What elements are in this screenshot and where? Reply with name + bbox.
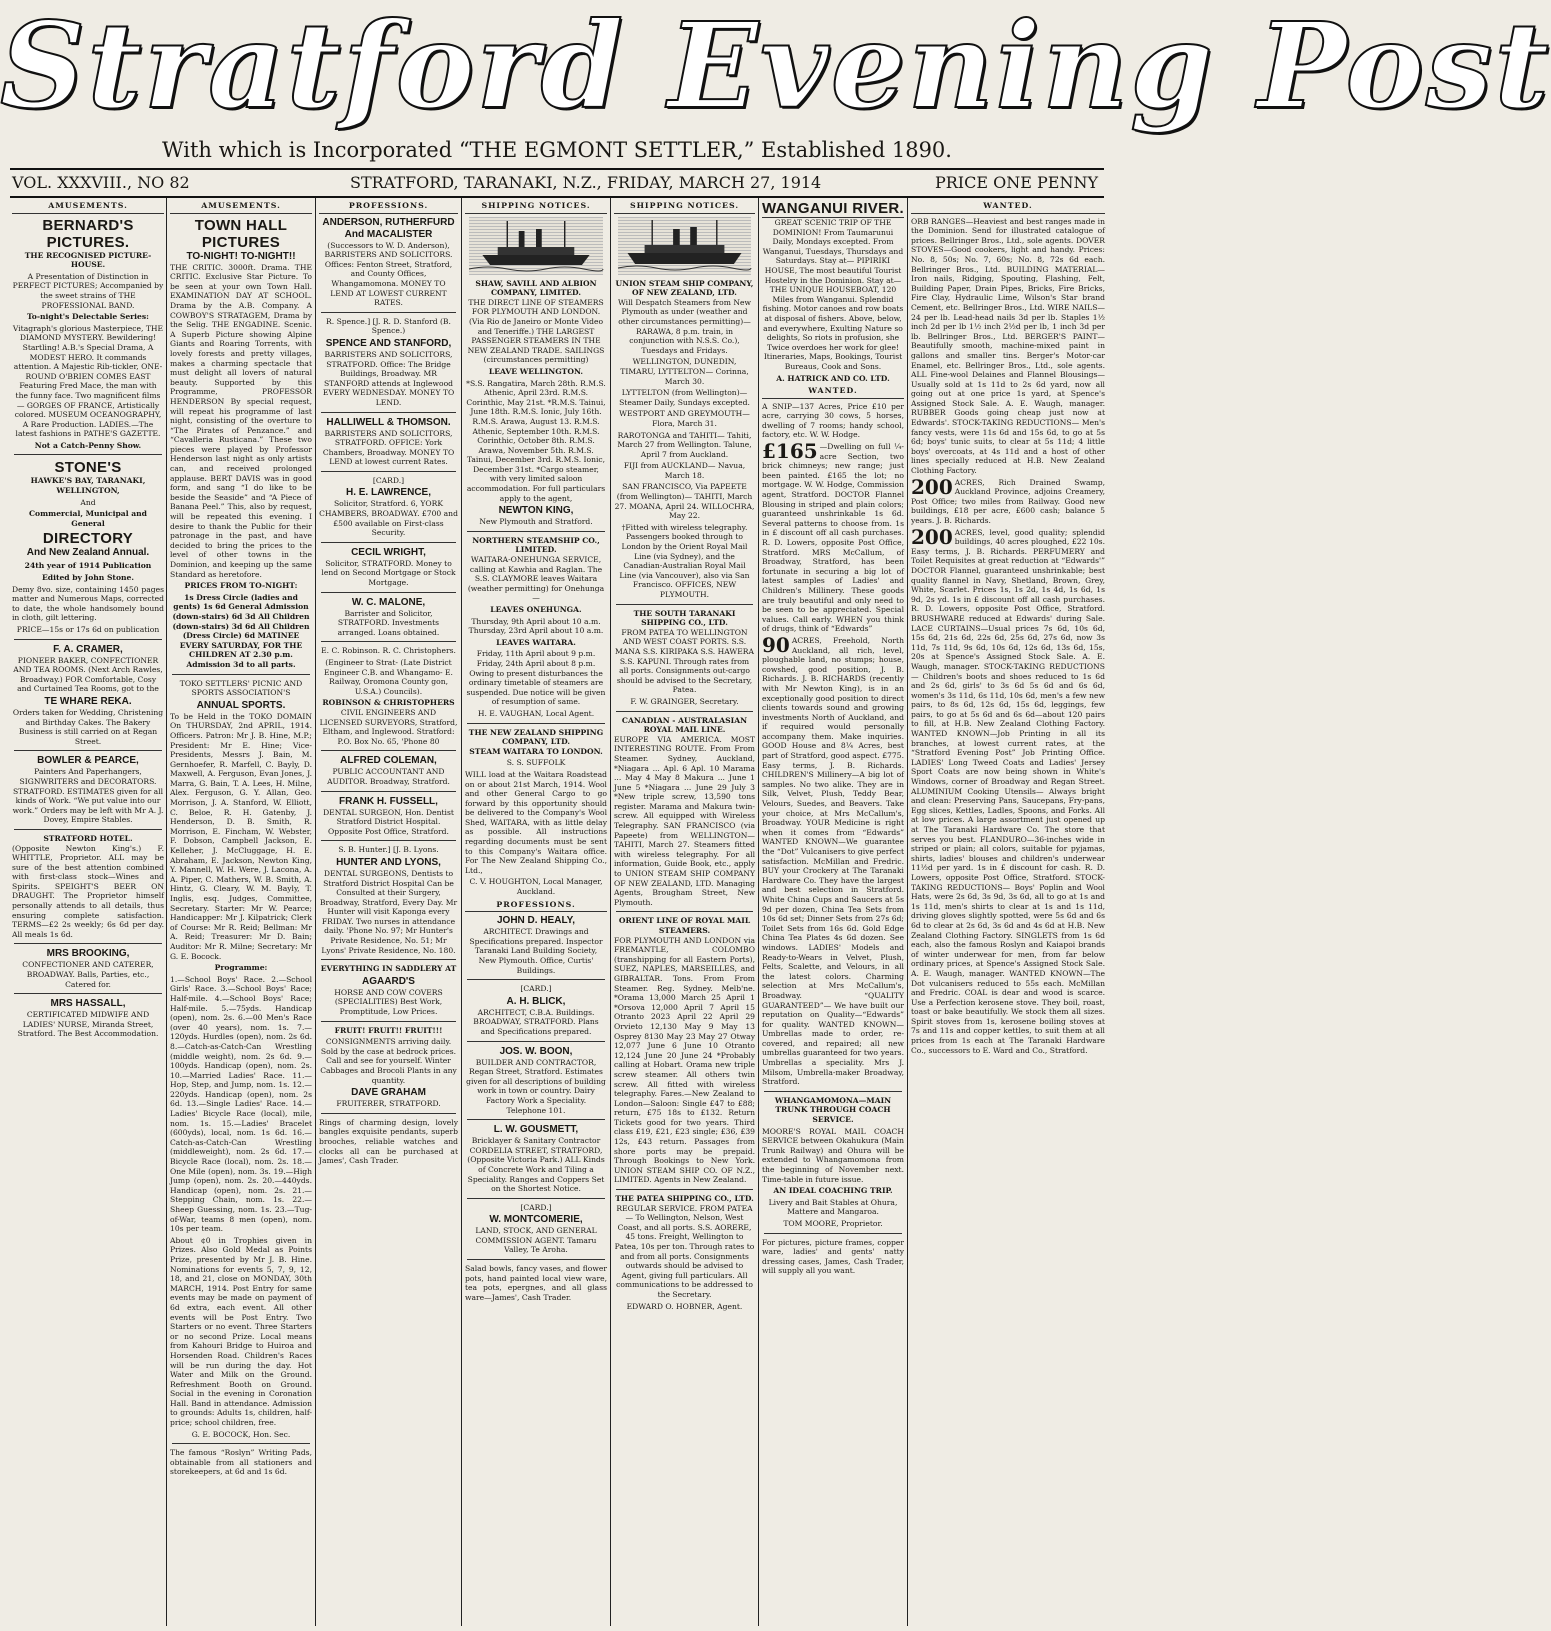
ad-subtitle: EVERYTHING IN SADDLERY AT <box>320 964 457 974</box>
divider <box>467 1119 605 1120</box>
ad-subheading: WHANGAMOMONA—MAIN TRUNK THROUGH COACH SERVICE. <box>774 1095 892 1125</box>
card-label: [CARD.] <box>372 475 405 485</box>
ad-title-spence: SPENCE AND STANFORD, <box>325 337 452 349</box>
divider <box>321 471 456 472</box>
ad-body: Will Despatch Steamers from New Plymouth as under (weather and other circumstances permitting)— RARAWA, 8 p.m. train, in conjunction with N.S.S. Co.), Tuesdays and Fridays. <box>617 297 752 355</box>
ad-body: To be Held in the TOKO DOMAIN On THURSDAY, 2nd APRIL, 1914. Officers. Patron: Mr J. B. Hine, M.P.; President: Mr E. Hine; Vice-Presidents, Messrs J. Bain, M. Gernhoefer, R. Marfell, C. Bayly, D. Maxwell, A. Ferguson, Evan Jones, J. Marra, G. Bain, T. A. Lees, H. Milne, Alex. Ferguson, G. Y. Allan, Geo. Morrison, J. A. Stanford, W. Elliott, C. Beloe, R. H. Gatenby, J. Henderson, D. B. Smith, R. Morrison, E. Fincham, W. Webster, F. Dobson, Campbell Jackson, E. Kelleher, J. McCluggage, H. E. Abraham, E. Jackson, Newton King, Y. Mannell, W. H. Were, J. Lacona, A. A. Piper, C. Mathers, W. B. Smith, A. Hintz, G. Cleary, W. M. Bayly, T. Inglis, esq. Judges, Committee, Secretary. Starter: Mr W. Pearce; Handicapper: Mr J. Kilpatrick; Clerk of Course: Mr R. Reid; Bellman: Mr A. Reid; Treasurer: Mr D. Bain; Auditor: Mr R. Milne; Secretary: Mr G. E. Bocock. <box>170 711 312 961</box>
divider <box>321 840 456 841</box>
divider <box>467 723 605 724</box>
divider <box>467 979 605 980</box>
ad-body: LAND, STOCK, AND GENERAL COMMISSION AGENT. Tamaru Valley, Te Aroha. <box>475 1226 597 1255</box>
ad-body: THE CRITIC. 3000ft. Drama. THE CRITIC. Exclusive Star Picture. To be seen at your own Town Hall. EXAMINATION DAY AT SCHOOL. Drama by the A.B. Company. A COWBOY'S STRATAGEM, Drama by the Selig. THE ENGADINE. Scenic. A Superb Picture showing Alpine Giants and Roaring Torrents, with lovely forests and pretty villages, makes a charming spectacle that must delight all lovers of natural beauty. Supported by this Programme, PROFESSOR HENDERSON By special request, will repeat his programme of last night, consisting of the overture to “The Pirates of Penzance.” and “Cavalleria Rusticana.” These two pieces were played by Professor Henderson last night as only artists can, and received prolonged applause. BERT DAVIS was in good form, and sang “I do like to be beside the Seaside” and “A Piece of Banana Peel.” This, also by request, will be repeated this evening. I desire to thank the Public for their patronage in the past, and have decided to bring the prices to the level of other towns in the Dominion, and keeping up the same Standard as heretofore. <box>170 262 312 579</box>
ad-partners: S. B. Hunter.] [J. B. Lyons. <box>338 845 439 855</box>
ad-signature: F. W. GRAINGER, Secretary. <box>630 696 739 706</box>
divider <box>14 829 162 830</box>
ad-body: (Successors to W. D. Anderson), BARRISTERS AND SOLICITORS. Offices: Fenton Street, Stratford, and County Offices, Whangamomona. MONEY TO LEND AT LOWEST CURRENT RATES. <box>324 240 453 308</box>
divider <box>321 791 456 792</box>
column-rule <box>315 198 316 1626</box>
ad-body: Demy 8vo. size, containing 1450 pages matter and Numerous Maps, corrected to date, the whole handsomely bound in cloth, gilt lettering. <box>12 584 164 623</box>
ad-title-hotel: STRATFORD HOTEL. <box>43 833 133 843</box>
ad-year: 24th year of 1914 Publication <box>24 561 152 571</box>
ad-title-south-taranaki: THE SOUTH TARANAKI SHIPPING CO., LTD. <box>633 608 736 628</box>
ad-title-anderson: ANDERSON, RUTHERFURD And MACALISTER <box>322 216 455 240</box>
ad-route: FIJI from AUCKLAND— Navua, March 18. <box>623 461 746 480</box>
ad-title-agaard: AGAARD'S <box>362 975 415 987</box>
ad-title-wright: CECIL WRIGHT, <box>351 546 426 558</box>
ad-body: ORB RANGES—Heaviest and best ranges made in the Dominion. Send for illustrated catalogue of prices. Bellringer Bros., Ltd., sole agents. DOVER STOVES—Good cookers, light and handy. Prices: No. 8, 50s; No. 7, 60s; No. 8, 72s 6d each. Bellringer Bros., Ltd. BUILDING MATERIAL—Iron nails, Ridging, Spouting, Flashing, Felt, Building Paper, Drain Pipes, Bricks, Fire Bricks, Fire Clay, Hydraulic Lime, Wilson's Star brand Cement, etc. Bellringer Bros., Ltd. WIRE NAILS—24 per lb. Lead-head nails 3d per lb. Staples 1½ inch 2d per lb 1½ inch 2½d per lb, 1 inch 3d per lb. Bellringer Bros., Ltd. BERGER'S PAINT—Beautifully smooth, machine-mixed paint in gallons and smaller tins. Berger's Motor-car Enamel, etc. Bellringer Bros., Ltd., sole agents. ALL Fine-wool Delaines and Flannel Blousings—Usually sold at 1s 11d to 2s 6d yard, now all going out at one price 1s yard, at Spence's Assigned Stock Sale. A. E. Waugh, manager. RUBBER Goods going cheap just now at Edwards'. STOCK-TAKING REDUCTIONS— Men's fancy vests, were 11s 6d and 15s 6d, to go at 5s 6d; boys' tunic suits, to clear at 5s 11d; 4 little boys' overcoats, at 4s 11d and a host of other lines specially reduced at H.B. New Zealand Clothing Factory. <box>911 216 1105 476</box>
ad-partners-detail: (Engineer to Strat- (Late District Engineer C.B. and Whangamo- E. Railway, Oromona County gon, U.S.A.) Councils). <box>324 658 453 696</box>
ad-title-malone: W. C. MALONE, <box>351 596 426 608</box>
ad-editor: Edited by John Stone. <box>41 573 135 583</box>
ad-body: REGULAR SERVICE. FROM PATEA— To Wellington, Nelson, West Coast, and all ports. S.S. AORERE, 45 tons. Freight, Wellington to Patea, 10s per ton. Through rates to and from all ports. Consignments outwards should be advised to Agent, giving full particulars. All communications to be addressed to the Secretary. <box>614 1203 755 1299</box>
ad-route: LYTTELTON (from Wellington)— Steamer Daily, Sundays excepted. <box>619 388 750 407</box>
ad-body: Rings of charming design, lovely bangles exquisite pendants, superb brooches, reliable watches and clocks all can be purchased at James', Cash Trader. <box>319 1117 458 1166</box>
ad-title-brooking: MRS BROOKING, <box>46 948 130 960</box>
ad-body: Thursday, 9th April about 10 a.m. Thursday, 23rd April about 10 a.m. <box>468 616 604 636</box>
ad-programme-heading: Programme: <box>214 963 268 973</box>
ad-title-healy: JOHN D. HEALY, <box>497 915 575 927</box>
ad-body: Livery and Bait Stables at Ohura, Mattere and Mangaroa. <box>768 1197 898 1217</box>
section-heading: AMUSEMENTS. <box>12 200 164 214</box>
ad-body <box>762 439 904 634</box>
ad-signature: TOM MOORE, Proprietor. <box>783 1218 883 1228</box>
ad-title-graham: DAVE GRAHAM <box>351 1087 426 1099</box>
ad-title-canadian: CANADIAN - AUSTRALASIAN ROYAL MAIL LINE. <box>621 715 748 735</box>
section-heading: WANTED. <box>762 385 904 399</box>
ad-agent: NEWTON KING, <box>498 505 574 517</box>
ad-title-blick: A. H. BLICK, <box>506 995 566 1007</box>
ad-acres-large: 200 <box>911 474 953 499</box>
place-date: STRATFORD, TARANAKI, N.Z., FRIDAY, MARCH 27, 1914 <box>350 173 822 192</box>
divider <box>467 1198 605 1199</box>
ad-text: ACRES, Freehold, North Auckland, all rich, level, ploughable land, no stumps; house, cowshed, good position, J. B. Richards. J. B. RICHARDS (recently with Mr Newton King), is in an exceptionally good position to direct clients towards sound and growing investments North of Auckland, and if required would personally accompany them. Make inquiries. GOOD House and 8¼ Acres, best part of Stratford, good aspect. £775. Easy terms, J. B. Richards. CHILDREN'S Millinery—A big lot of samples. No two alike. They are in Silk, Velvet, Plush, Teddy Bear, Velours, Suedes, and Beavers. Take your choice, at Mrs McCallum's, Broadway. YOUR Medicine is right when it comes from “Edwards” WANTED KNOWN—We guarantee the “Dot” Vulcanisers to give perfect satisfaction. McMillan and Fredric. BUY your Crockery at The Taranaki Hardware Co. They have the largest and best selection in Stratford. White China Cups and Saucers at 5s 9d per dozen, China Tea Sets from 10s 6d set; Dinner Sets from 27s 6d; Toilet Sets from 16s 6d. Gold Edge China Tea Plates 4s 6d dozen. See windows. LADIES' Models and Ready-to-Wears in Velvet, Plush, Felts, Scalette, and Velours, in all the latest colors. Charming selection at Mrs McCallum's, Broadway. “QUALITY GUARANTEED”— We have built our reputation on Quality—“Edwards” for quality. WANTED KNOWN—Umbrellas made to order, re-covered, and repaired; all new umbrellas guaranteed for two years. Umbrellas a speciality. Mrs J. Milsom, Umbrella-maker Broadway, Stratford. <box>762 635 904 1087</box>
ad-text: ACRES, Rich Drained Swamp, Auckland Province, adjoins Creamery, Post Office; two miles from Railway. Good new buildings, £18 per acre, £600 cash; balance 5 years. J. B. Richards. <box>911 477 1105 525</box>
ad-body: New Plymouth and Stratford. <box>479 517 593 527</box>
ad-acres-large: 200 <box>911 524 953 549</box>
divider <box>321 312 456 313</box>
ad-body: DENTAL SURGEON, Hon. Dentist Stratford District Hospital. Opposite Post Office, Stratford. <box>323 807 454 836</box>
ad-body: A SNIP—137 Acres, Price £10 per acre, carrying 30 cows, 5 horses, dwelling of 7 rooms; handy school, factory, etc. W. W. Hodge. <box>762 401 904 440</box>
ad-body: The famous “Roslyn” Writing Pads, obtainable from all stationers and storekeepers, at 6d and 1s 6d. <box>170 1448 312 1477</box>
ad-body: *S.S. Rangatira, March 28th. R.M.S. Athenic, April 23rd. R.M.S. Corinthic, May 21st. *R.M.S. Tainui, June 18th. R.M.S. Ionic, July 16th. R.M.S. Arawa, August 13. R.M.S. Athenic, September 10th. R.M.S. Corinthic, October 8th. R.M.S. Arawa, November 5th. R.M.S. Tainui, December 3rd. R.M.S. Ionic, December 31st. *Cargo steamer, with very limited saloon accommodation. For full particulars apply to the agent, <box>466 378 606 503</box>
divider <box>764 1233 902 1234</box>
ad-body: Barrister and Solicitor, STRATFORD. Investments arranged. Loans obtained. <box>337 608 440 637</box>
ad-subheading: AN IDEAL COACHING TRIP. <box>773 1186 893 1196</box>
ad-subheading: S. S. SUFFOLK <box>506 758 566 768</box>
ad-title-coleman: ALFRED COLEMAN, <box>340 755 437 767</box>
ad-signature: EDWARD O. HOBNER, Agent. <box>626 1301 743 1311</box>
column-amusements-2 <box>170 200 312 1625</box>
ad-body: MOORE'S ROYAL MAIL COACH SERVICE between Okahukura (Main Trunk Railway) and Ohura will be extended to Whangamomona from the beginning of November next. Time-table in future issue. <box>762 1126 904 1184</box>
ad-price-large: £165 <box>762 439 818 464</box>
ad-tagline: Not a Catch-Penny Show. <box>34 440 142 450</box>
divider <box>616 604 753 605</box>
divider <box>764 1091 902 1092</box>
column-rule <box>758 198 759 1626</box>
ad-subheading: STEAM WAITARA TO LONDON. <box>469 746 603 756</box>
column-rule <box>166 198 167 1626</box>
ad-body: GREAT SCENIC TRIP OF THE DOMINION! From Taumarunui Daily, Mondays excepted. From Wanganui, Tuesdays, Thursdays and Saturdays. Stay at— PIPIRIKI HOUSE, The most beautiful Tourist Hostelry in the Dominion. Stay at— THE UNIQUE HOUSEBOAT, 120 Miles from Wanganui. Splendid fishing. Motor canoes and row boats at disposal of fishers. Above, below, and everywhere, Exulting Nature so delights, So riots in profusion, she Twice overdoes her work for glee! Itineraries, Maps, Bookings, Tourist Bureaus, Cook and Sons. <box>762 218 904 371</box>
divider <box>467 1259 605 1260</box>
ad-prices: 1s Dress Circle (ladies and gents) 1s 6d General Admission (down-stairs) 6d 3d All Children (down-stairs) 3d 6d All Children (Dress Circle) 6d MATINEE EVERY SATURDAY, FOR THE CHILDREN AT 2.30 p.m. Admission 3d to all parts. <box>172 592 310 669</box>
ad-prices-heading: PRICES FROM TO-NIGHT: <box>184 581 298 591</box>
column-wanganui-wanted <box>762 200 904 1625</box>
masthead-title: Stratford Evening Post <box>0 0 1551 135</box>
ad-title-montcomerie: W. MONTCOMERIE, <box>489 1214 583 1226</box>
divider <box>616 1189 753 1190</box>
ad-price: PRICE—15s or 17s 6d on publication <box>16 625 160 634</box>
ad-body <box>762 632 904 1087</box>
ad-body: Friday, 11th April about 9 p.m. Friday, 24th April about 8 p.m. Owing to present disturbances the ordinary timetable of steamers are suspended. Due notice will be given of resumption of same. <box>466 649 606 707</box>
ad-title-bernards: BERNARD'S PICTURES. <box>42 216 134 251</box>
ad-body: FOR PLYMOUTH AND LONDON via FREMANTLE, COLOMBO (transhipping for all Eastern Ports), SUEZ, NAPLES, MARSEILLES, and GIBRALTAR. Tons. From From Steamer. Reg. Sydney. Melb'ne. *Orama 13,000 March 25 April 1 *Orsova 12,000 April 7 April 15 Otranto 2023 April 22 April 29 Orvieto 12,130 May 9 May 13 Osprey 8130 May 23 May 27 Otway 12,077 June 6 June 10 Otranto 12,124 June 20 June 24 *Probably calling at Hobart. Orama new triple screw steamer. All others twin screw. All fitted with wireless telegraphy. Fares.—New Zealand to London—Saloon: Single £47 to £88; return, £75 18s to £132. Return Tickets good for two years. Third class £19, £21, £23 single; £36, £39 12s, £43 return. Passages from shore ports may be prepaid. Through Bookings to New York. UNION STEAM SHIP CO. OF N.Z., LIMITED. Agents in New Zealand. <box>614 935 755 1185</box>
ad-programme: 1.—School Boys' Race. 2.—School Girls' Race. 3.—School Boys' Race; Half-mile. 4.—School Boys' Race; Half-mile. 5.—75yds. Handicap (open), nom. 2s. 6.—00 Men's Race (over 40 years), nom. 1s. 7.—120yds. Hurdles (open), nom. 2s 6d. 8.—Catch-as-Catch-Can Wrestling (middle weight), nom. 2s 6d. 9.—100yds. Handicap (open), nom. 2s. 10.—Married Ladies' Race. 11.—Hop, Step, and Jump, nom. 1s. 12.—220yds. Handicap (open), nom. 2s 6d. 13.—Single Ladies' Race. 14.—Ladies' Bicycle Race (local), mile, nom. 1s. 15.—Ladies' Bracelet (600yds), local, nom. 1s 6d. 16.—Catch-as-Catch-Can Wrestling (middleweight), nom. 2s 6d. 17.—Bicycle Race (local), nom. 2s. 18.—One Mile (open), nom. 3s. 19.—High Jump (open), nom. 2s. 20.—440yds. Handicap (open), nom. 2s. 21.—Stepping Chain, nom. 1s. 22.—Sheep Guessing, nom. 1s. 23.—Tug-of-War, teams 8 men (open), nom. 10s per team. <box>170 974 312 1234</box>
divider <box>14 750 162 751</box>
ad-body: Painters And Paperhangers, SIGNWRITERS and DECORATORS. STRATFORD. ESTIMATES given for all kinds of Work. “We put value into our work.” Orders may be left with Mr A. J. Dovey, Empire Stables. <box>12 767 164 825</box>
ad-title-town-hall: TOWN HALL PICTURES <box>194 216 288 251</box>
ad-title-halliwell: HALLIWELL & THOMSON. <box>326 416 451 428</box>
ad-body <box>911 524 1105 1056</box>
divider <box>321 1021 456 1022</box>
ad-subheading: LEAVE WELLINGTON. <box>488 366 584 376</box>
ad-body: Solicitor, STRATFORD. Money to lend on Second Mortgage or Stock Mortgage. <box>321 558 456 588</box>
ad-body: CONFECTIONER AND CATERER, BROADWAY. Balls, Parties, etc., Catered for. <box>22 960 154 989</box>
section-heading: PROFESSIONS. <box>465 899 607 913</box>
ad-route: RAROTONGA and TAHITI— Tahiti, March 27 from Wellington. Talune, April 7 from Auckland. <box>617 430 752 459</box>
masthead-subtitle: With which is Incorporated “THE EGMONT SETTLER,” Established 1890. <box>162 138 952 162</box>
ad-subtitle: FRUIT! FRUIT!! FRUIT!!! <box>334 1025 443 1035</box>
divider <box>321 1113 456 1114</box>
column-professions <box>319 200 458 1625</box>
ad-title-directory: DIRECTORY <box>42 530 134 548</box>
ad-title-nz-shipping: THE NEW ZEALAND SHIPPING COMPANY, LTD. <box>468 727 604 747</box>
ad-body: PUBLIC ACCOUNTANT AND AUDITOR. Broadway, Stratford. <box>327 767 450 786</box>
ad-signature: C. V. HOUGHTON, Local Manager, Auckland. <box>469 877 603 897</box>
ad-title-cramer: F. A. CRAMER, <box>53 643 123 655</box>
column-wanted <box>911 200 1105 1625</box>
ad-text: ACRES, level, good quality; splendid buildings, 40 acres ploughed, £22 10s. Easy terms, J. B. Richards. PERFUMERY and Toilet Requisites at great reduction at “Edwards'” DOCTOR Flannel, guaranteed unshrinkable; best quality flannel in Navy, Shetland, Brown, Grey, White, Scarlet. Prices 1s, 1s 2d, 1s 4d, 1s 6d, 1s 9d, 2s yd. 1s in £ discount off all cash purchases. R. D. Lowers, opposite Post Office, Stratford. BRUSHWARE reduced at Edwards' during Sale. LACE CURTAINS—Usual prices 7s 6d, 10s 6d, 15s 6d, 21s 6d, 22s 6d, 25s 6d, 27s 6d, now 3s 11d, 7s 11d, 9s 6d, 10s 6d, 12s 6d, 13s 6d, 15s, 20s at Spence's Assigned Stock Sale. A. E. Waugh, manager. STOCK-TAKING REDUCTIONS— Children's boots and shoes reduced to 1s 6d and 2s 6d, girls' to 3s 6d 5s 6d and 6s 6d, women's 3s 11d, 6s 11d, 10s 6d, men's a few new pairs, to 8s 6d, 12s 6d, 15s 6d, leggings, few pairs, to go at 5s 6d and 6s 6d—about 120 pairs to fill, at H.B. New Zealand Clothing Factory. WANTED KNOWN—Job Printing in all its branches, at lowest current rates, at the “Stratford Evening Post” Job Printing Office. LADIES' Long Tweed Coats and Ladies' Jersey Sport Coats are now being shown in White's Windows, corner of Broadway and Regan Street. ALUMINIUM Cooking Utensils— Always bright and clean: Preserving Pans, Saucepans, Fry-pans, Egg slices, Kettles, Ladles, Spoons, and Forks. All at low prices. A large assortment just opened up at The Taranaki Hardware Co. The store that serves you best. FLANDURO—36-inches wide in striped or plain; all colors, suitable for pyjamas, shirts, ladies' blouses and children's underwear 11½d per yard. 1s in £ discount for cash. R. D. Lowers, opposite Post Office, Stratford. STOCK-TAKING REDUCTIONS— Boys' Poplin and Wool Hats, were 2s 6d, 3s 9d, 3s 6d, all to go at 1s and 1s 11d, men's shirts to clear at 1s and 1s 11d, driving gloves slightly spotted, were 5s 6d and 6s 6d to clear at 2s 6d, 3s 6d and 4s 6d at H.B. New Zealand Clothing Factory. SINGLETS from 1s 6d each, also the famous Roslyn and Kaiapoi brands of winter underwear for men, from far below ordinary prices, at Spence's Assigned Stock Sale. A. E. Waugh, manager. WANTED KNOWN—The Dot vulcanisers reduced to 55s each. McMillan and Fredric. COAL is dear and wood is scarce. Use a Perfection kerosene stove. They boil, roast, toast or bake beautifully. We stock them all sizes. Spirit stoves from 1s, kerosene boiling stoves at 7s and 11s and copper kettles, to suit them at all prices from 1s each at The Taranaki Hardware Co., successors to E. Ward and Co., Stratford. <box>911 527 1105 1055</box>
divider <box>321 542 456 543</box>
ad-title-hassall: MRS HASSALL, <box>50 998 126 1010</box>
ad-title-robinson: ROBINSON & CHRISTOPHERS <box>322 698 455 708</box>
divider <box>321 959 456 960</box>
ad-title-union-steam: UNION STEAM SHIP COMPANY, OF NEW ZEALAND, LTD. <box>615 278 754 298</box>
ad-body: For pictures, picture frames, copper ware, ladies' and gents' natty dressing cases, James, Cash Trader, will supply all you want. <box>762 1237 904 1276</box>
ad-route: WELLINGTON, DUNEDIN, TIMARU, LYTTELTON— Corinna, March 30. <box>620 357 749 386</box>
masthead <box>0 0 1551 162</box>
ad-partners: R. Spence.] [J. R. D. Stanford (B. Spence.) <box>326 316 451 336</box>
section-heading: SHIPPING NOTICES. <box>465 200 607 214</box>
ad-body: FROM PATEA TO WELLINGTON AND WEST COAST PORTS. S.S. MANA S.S. KIRIPAKA S.S. HAWERA S.S. KAPUNI. Through rates from all ports. Consignments out-cargo should be advised to the Secretary, Patea. <box>615 627 754 695</box>
ad-body <box>911 474 1105 526</box>
ad-title-stones: STONE'S <box>54 459 122 477</box>
ad-body: ARCHITECT, C.B.A. Buildings. BROADWAY, STRATFORD. Plans and Specifications prepared. <box>473 1007 599 1036</box>
divider <box>467 1041 605 1042</box>
divider <box>14 639 162 640</box>
ad-signature: H. E. VAUGHAN, Local Agent. <box>477 708 595 718</box>
section-heading: AMUSEMENTS. <box>170 200 312 214</box>
ad-partners: E. C. Robinson. R. C. Christophers. <box>321 646 456 656</box>
ad-body: CIVIL ENGINEERS AND LICENSED SURVEYORS, Stratford, Eltham, and Inglewood. Stratford: P.O. Box No. 65, 'Phone 80 <box>319 707 458 746</box>
ad-title-bowler-pearce: BOWLER & PEARCE, <box>37 755 139 767</box>
dateline <box>10 168 1104 198</box>
ad-title-wanganui-river: WANGANUI RIVER. <box>762 200 905 217</box>
ad-subtitle: HAWKE'S BAY, TARANAKI, WELLINGTON, <box>30 476 146 496</box>
ad-title-fussell: FRANK H. FUSSELL, <box>339 795 438 807</box>
ad-signature: A. HATRICK AND CO. LTD. <box>776 373 890 383</box>
column-rule <box>610 198 611 1626</box>
column-rule <box>907 198 908 1626</box>
divider <box>321 750 456 751</box>
ad-body: (Opposite Newton King's.) F. WHITTLE, Proprietor. ALL may be sure of the best attention combined with first-class stock—Wines and Spirits. SPEIGHT'S BEER ON DRAUGHT. The Proprietor himself personally attends to all details, thus ensuring complete satisfaction. TERMS—£2 2s weekly; 6s 6d per day. All meals 1s 6d. <box>12 843 164 939</box>
divider <box>321 412 456 413</box>
ad-body: Vitagraph's glorious Masterpiece, THE DIAMOND MYSTERY. Bewildering! Startling! A.B.'s Special Drama, A MODEST HERO. It commands attention. A Majestic Rib-tickler, ONE-ROUND O'BRIEN COMES EAST Featuring Fred Mace, the man with the funny face. Two magnificent films— GORGES OF FRANCE, Artistically colored. MUSEUM OCEANOGRAPHY, A Rare Production. LADIES.—The latest fashions in PATHE'S GAZETTE. <box>12 323 164 439</box>
ad-subheading: LEAVES ONEHUNGA. <box>490 605 582 614</box>
ad-signature: G. E. BOCOCK, Hon. Sec. <box>191 1429 291 1439</box>
ad-body: PIONEER BAKER, CONFECTIONER AND TEA ROOMS. (Next Arch Rawles, Broadway.) FOR Comfortable, Cosy and Curtained Tea Rooms, got to the <box>13 655 163 694</box>
ad-body: Salad bowls, fancy vases, and flower pots, hand painted local view ware, tea pots, epergnes, and all glass ware—James', Cash Trader. <box>465 1264 607 1302</box>
ad-body: WILL load at the Waitara Roadstead on or about 21st March, 1914. Wool and other General Cargo to go forward by this opportunity should be delivered to the Company's Wool Shed, WAITARA, with as little delay as possible. All instructions regarding documents must be sent to this Company's Waitara office. For The New Zealand Shipping Co., Ltd., <box>465 769 607 875</box>
ad-route: WESTPORT AND GREYMOUTH— Flora, March 31. <box>619 409 750 428</box>
ad-body: FRUITERER, STRATFORD. <box>336 1099 441 1109</box>
ad-title-northern: NORTHERN STEAMSHIP CO., LIMITED. <box>472 535 600 555</box>
ad-body: ARCHITECT. Drawings and Specifications prepared. Inspector Taranaki Land Building Society, New Plymouth. Office, Curtis' Buildings. <box>469 927 603 975</box>
ad-subtitle: And New Zealand Annual. <box>26 547 150 559</box>
ad-subheading: To-night's Delectable Series: <box>27 312 149 322</box>
divider <box>14 943 162 944</box>
ad-body: Bricklayer & Sanitary Contractor CORDELIA STREET, STRATFORD, (Opposite Victoria Park.) ALL Kinds of Concrete Work and Tiling a Speciality. Ranges and Coppers Set on the Shortest Notice. <box>467 1136 605 1194</box>
ad-body: DENTAL SURGEONS, Dentists to Stratford District Hospital Can be Consulted at their Surgery, Broadway, Stratford, Every Day. Mr Hunter will visit Kaponga every FRIDAY. Two nurses in attendance daily. 'Phone No. 97; Mr Hunter's Private Residence, No. 51; Mr Lyons' Private Residence, No. 180. <box>319 868 458 955</box>
ad-acres-large: 90 <box>762 632 790 657</box>
section-heading: SHIPPING NOTICES. <box>614 200 755 214</box>
divider <box>172 674 310 675</box>
divider <box>321 592 456 593</box>
ad-body: EUROPE VIA AMERICA. MOST INTERESTING ROUTE. From From Steamer. Sydney, Auckland, *Niagara ... Apl. 6 Apl. 10 Marama ... May 4 May 8 Makura ... June 1 June 5 *Niagara ... June 29 July 3 *New triple screw, 13,590 tons register. Marama and Makura twin-screw. All equipped with Wireless Telegraphy. SAN FRANCISCO (via Papeete) from WELLINGTON— TAHITI, March 27. Steamers fitted with wireless telegraphy. For all information, Guide Book, etc., apply to UNION STEAM SHIP COMPANY OF NEW ZEALAND, LTD. Managing Agents, Brougham Street, New Plymouth. <box>614 734 755 907</box>
ad-body: CERTIFICATED MIDWIFE AND LADIES' NURSE, Miranda Street, Stratford. The Best Accommodation. <box>17 1010 159 1039</box>
section-heading: PROFESSIONS. <box>319 200 458 214</box>
ad-title-boon: JOS. W. BOON, <box>499 1045 573 1057</box>
price: PRICE ONE PENNY <box>934 173 1098 192</box>
steamship-illustration <box>469 217 603 275</box>
section-heading: WANTED. <box>911 200 1105 214</box>
ad-body: HORSE AND COW COVERS (SPECIALITIES) Best Work, Promptitude, Low Prices. <box>334 987 443 1017</box>
ad-title-patea: THE PATEA SHIPPING CO., LTD. <box>615 1194 754 1204</box>
column-amusements-1 <box>12 200 164 1625</box>
ad-title-hunter-lyons: HUNTER AND LYONS, <box>336 856 441 868</box>
ad-title-shaw-savill: SHAW, SAVILL AND ALBION COMPANY, LIMITED. <box>475 278 597 298</box>
divider <box>616 911 753 912</box>
ad-body: A Presentation of Distinction in PERFECT PICTURES; Accompanied by the sweet strains of THE PROFESSIONAL BAND. <box>12 271 164 310</box>
card-label: [CARD.] <box>520 984 552 994</box>
ad-body: About ¢0 in Trophies given in Prizes. Also Gold Medal as Points Prize, presented by Mr J. B. Hine. Nominations for events 5, 7, 9, 12, 18, and 21, close on MONDAY, 30th MARCH, 1914. Post Entry for same events may be made on payment of 6d extra, each event. All other events will be Post Entry. Two Starters or no event. Three Starters or no second Prize. Local means from Kahouri Bridge to Huiroa and Horsenden Road. Children's Races will be run during the day. Hot Water and Milk on the Ground. Refreshment Booth on Ground. Social in the evening in Coronation Hall. Band in attendance. Admission to grounds: Adults 1s, children, half-price; school children, free. <box>170 1235 312 1428</box>
ad-tonight: TO-NIGHT! TO-NIGHT!! <box>186 250 296 262</box>
divider <box>14 454 162 455</box>
ad-body: BARRISTERS AND SOLICITORS, STRATFORD. Office: The Bridge Buildings, Broadway. MR STANFORD attends at Inglewood EVERY WEDNESDAY. MONEY TO LEND. <box>322 349 455 407</box>
column-shipping-1 <box>465 200 607 1625</box>
ad-body: CONSIGNMENTS arriving daily. Sold by the case at bedrock prices. Call and see for yourself. Winter Cabbages and Brocoli Plants in any quantity. <box>320 1037 457 1085</box>
ad-title-whare-reka: TE WHARE REKA. <box>44 695 132 707</box>
ad-body: †Fitted with wireless telegraphy. Passengers booked through to London by the Orient Royal Mail Line (via Sydney), and the Canadian-Australian Royal Mail Line (via Vancouver), also via San Francisco. OFFICES, NEW PLYMOUTH. <box>619 522 750 599</box>
divider <box>467 531 605 532</box>
divider <box>14 993 162 994</box>
ad-subtitle: Commercial, Municipal and General <box>29 509 147 528</box>
ad-subtitle: THE RECOGNISED PICTURE-HOUSE. <box>24 250 152 270</box>
volume-number: VOL. XXXVIII., NO 82 <box>12 173 190 192</box>
ad-subheading: LEAVES WAITARA. <box>496 637 576 647</box>
ad-body: WAITARA-ONEHUNGA SERVICE, calling at Kawhia and Raglan. The S.S. CLAYMORE leaves Waitara (weather permitting) for Onehunga— <box>467 555 605 603</box>
ad-body: Solicitor, Stratford. 6, YORK CHAMBERS, BROADWAY. £700 and £500 available on First-class Security. <box>319 499 458 538</box>
ad-subtitle: TOKO SETTLERS' PICNIC AND SPORTS ASSOCIATION'S <box>179 678 303 698</box>
divider <box>321 641 456 642</box>
ad-text: —Dwelling on full ¼-acre Section, two brick chimneys; new range; just been painted. £165 the lot; no mortgage. W. W. Hodge, Commission agent, Stratford. DOCTOR Flannel Blousing in striped and plain colors; guaranteed unshrinkable 1s 6d. Several patterns to choose from. 1s in £ discount off all cash purchases. R. D. Lowers, opposite Post Office, Stratford. MRS McCallum, of Broadway, Stratford, has been fortunate in securing a big lot of latest samples of Ladies' and Children's Millinery. These goods are truly beautiful and only need to be seen to be appreciated. Special values. Call early. WHEN you think of drugs, think of “Edwards” <box>762 442 904 634</box>
ad-body: BUILDER AND CONTRACTOR, Regan Street, Stratford. Estimates given for all descriptions of building work in town or country. Dairy Factory Work a Speciality. Telephone 101. <box>466 1057 606 1115</box>
ad-body: BARRISTERS AND SOLICITORS, STRATFORD. OFFICE: York Chambers, Broadway. MONEY TO LEND at lowest current Rates. <box>322 428 455 467</box>
divider <box>616 711 753 712</box>
ad-title-sports: ANNUAL SPORTS. <box>196 699 286 711</box>
ad-title-lawrence: H. E. LAWRENCE, <box>345 487 431 499</box>
divider <box>172 1443 310 1444</box>
column-shipping-2 <box>614 200 755 1625</box>
ad-title-orient: ORIENT LINE OF ROYAL MAIL STEAMERS. <box>618 916 751 935</box>
ad-title-gousmett: L. W. GOUSMETT, <box>493 1124 579 1136</box>
steamship-illustration <box>618 217 751 275</box>
card-label: [CARD.] <box>520 1202 552 1212</box>
ad-body: Orders taken for Wedding, Christening and Birthday Cakes. The Bakery Business is still carried on at Regan Street. <box>12 707 164 746</box>
ad-route: SAN FRANCISCO, Via PAPEETE (from Wellington)— TAHITI, March 27. MOANA, April 24. WILLOCHRA, May 22. <box>614 482 755 521</box>
ad-body: And <box>80 497 96 507</box>
ad-body: THE DIRECT LINE OF STEAMERS FOR PLYMOUTH AND LONDON. (Via Rio de Janeiro or Monte Video and Teneriffe.) THE LARGEST PASSENGER STEAMERS IN THE NEW ZEALAND TRADE. SAILINGS (circumstances permitting) <box>467 297 605 365</box>
column-rule <box>461 198 462 1626</box>
